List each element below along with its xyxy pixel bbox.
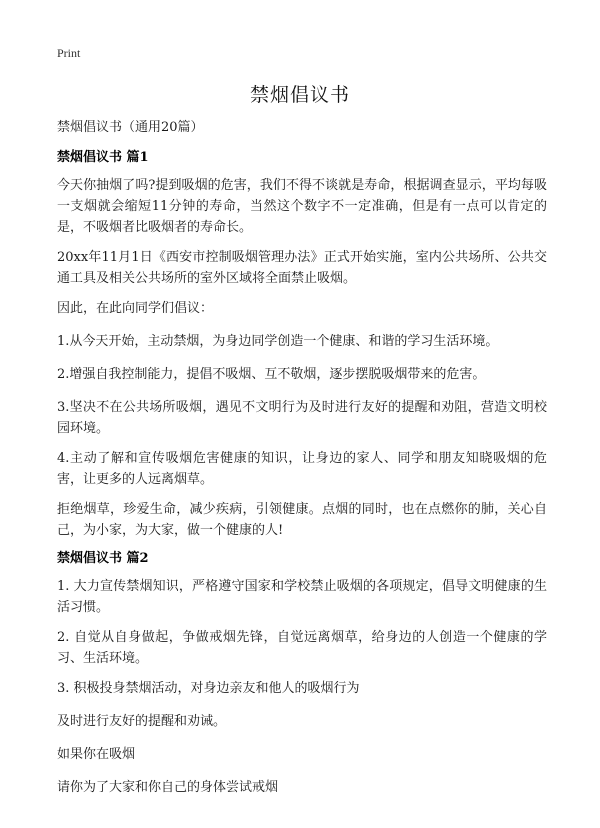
paragraph: 及时进行友好的提醒和劝诫。 [57, 714, 227, 729]
list-item: 1. 大力宣传禁烟知识，严格遵守国家和学校禁止吸烟的各项规定，倡导文明健康的生活习惯。 [57, 579, 547, 615]
list-item: 2. 自觉从自身做起，争做戒烟先锋，自觉远离烟草，给身边的人创造一个健康的学习、生活环境。 [57, 630, 547, 666]
list-item: 3. 积极投身禁烟活动，对身边亲友和他人的吸烟行为 [57, 681, 360, 696]
list-item: 2.增强自我控制能力，提倡不吸烟、互不敬烟，逐步摆脱吸烟带来的危害。 [57, 367, 486, 382]
paragraph: 请你为了大家和你自己的身体尝试戒烟 [57, 780, 279, 795]
page-title: 禁烟倡议书 [249, 84, 350, 106]
paragraph: 如果你在吸烟 [57, 747, 136, 762]
paragraph: 因此，在此向同学们倡议： [57, 301, 214, 316]
paragraph: 拒绝烟草，珍爱生命，减少疾病，引领健康。点烟的同时，也在点燃你的肺，关心自己，为小家，为大家，做一个健康的人! [57, 502, 547, 538]
list-item: 3.坚决不在公共场所吸烟，遇见不文明行为及时进行友好的提醒和劝阻，营造文明校园环境。 [57, 400, 547, 436]
section-2 [57, 550, 547, 798]
document-body [57, 119, 547, 810]
paragraph: 今天你抽烟了吗?提到吸烟的危害，我们不得不谈就是寿命，根据调查显示，平均每吸一支烟就会缩短11分钟的寿命，当然这个数字不一定准确，但是有一点可以肯定的是，不吸烟者比吸烟者的寿命长。 [57, 178, 547, 235]
print-label: Print [57, 46, 81, 60]
section-heading: 禁烟倡议书 篇2 [57, 551, 149, 566]
document-subtitle: 禁烟倡议书（通用20篇） [57, 120, 204, 135]
list-item: 4.主动了解和宣传吸烟危害健康的知识，让身边的家人、同学和朋友知晓吸烟的危害，让更多的人远离烟草。 [57, 451, 547, 487]
paragraph: 20xx年11月1日《西安市控制吸烟管理办法》正式开始实施，室内公共场所、公共交通工具及相关公共场所的室外区域将全面禁止吸烟。 [57, 250, 547, 286]
section-1 [57, 149, 547, 541]
list-item: 1.从今天开始，主动禁烟，为身边同学创造一个健康、和谐的学习生活环境。 [57, 334, 499, 349]
section-heading: 禁烟倡议书 篇1 [57, 150, 149, 165]
